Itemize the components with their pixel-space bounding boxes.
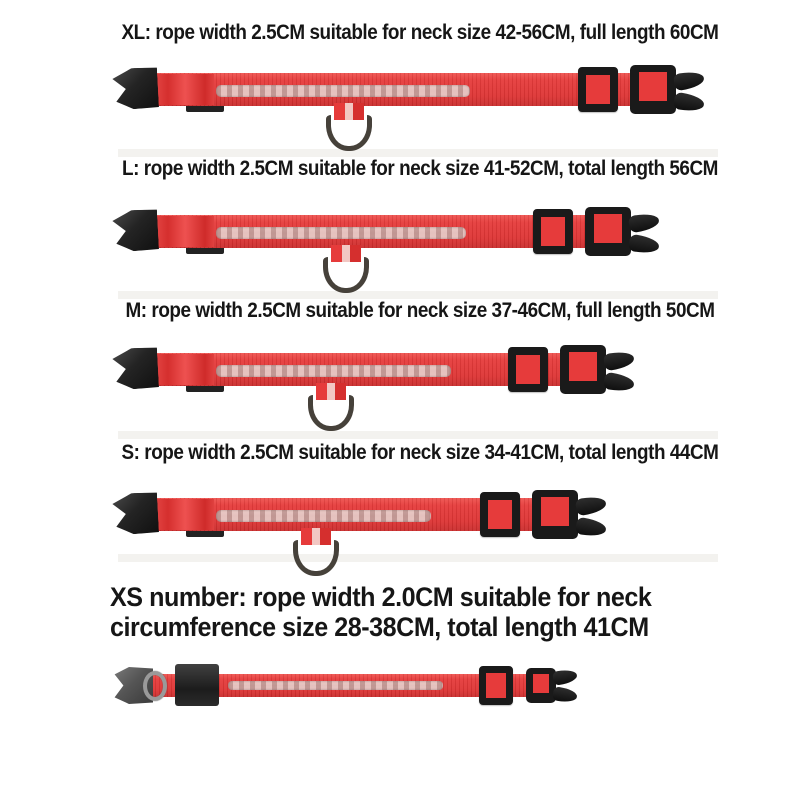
buckle-frame: [560, 345, 606, 394]
d-ring-loop: [308, 395, 354, 431]
tri-glide-adjuster: [479, 666, 513, 705]
tri-glide-adjuster: [578, 67, 618, 112]
buckle-prong: [628, 234, 660, 255]
d-ring: [293, 528, 339, 576]
d-ring: [308, 383, 354, 431]
led-stripe: [216, 365, 451, 377]
buckle-prong: [603, 350, 635, 371]
d-ring-loop: [293, 540, 339, 576]
buckle-frame: [585, 207, 631, 256]
d-ring: [326, 103, 372, 151]
size-label-xs-line1: XS number: rope width 2.0CM suitable for neck: [110, 582, 652, 612]
collar-photo-l: [112, 205, 657, 305]
buckle-socket: [111, 209, 159, 252]
buckle-frame: [532, 490, 578, 539]
buckle-prong: [552, 686, 578, 704]
buckle-frame: [526, 668, 556, 703]
led-stripe: [216, 85, 470, 97]
buckle-socket: [111, 67, 159, 110]
buckle-socket: [111, 492, 159, 535]
size-label-xl: XL: rope width 2.5CM suitable for neck size 42-56CM, full length 60CM: [121, 21, 719, 44]
buckle-prong: [603, 372, 635, 393]
size-label-s: S: rope width 2.5CM suitable for neck size 34-41CM, total length 44CM: [121, 441, 719, 464]
strap-slider: [175, 664, 219, 706]
buckle-socket: [111, 347, 159, 390]
led-stripe: [228, 681, 443, 690]
collar-photo-m: [112, 343, 632, 443]
size-label-xs: [110, 582, 724, 642]
led-stripe: [216, 510, 431, 522]
strap-fold: [150, 354, 214, 385]
buckle-prong: [552, 668, 578, 686]
size-label-xs-line2: circumference size 28-38CM, total length 41CM: [110, 612, 649, 642]
tri-glide-adjuster: [480, 492, 520, 537]
strap-fold: [150, 499, 214, 530]
size-label-m: M: rope width 2.5CM suitable for neck size 37-46CM, full length 50CM: [125, 299, 715, 322]
buckle-prong: [673, 70, 705, 91]
metal-o-ring: [143, 671, 167, 701]
strap-fold: [150, 216, 214, 247]
collar-photo-xl: [112, 63, 702, 163]
buckle-prong: [673, 92, 705, 113]
d-ring: [323, 245, 369, 293]
d-ring-loop: [326, 115, 372, 151]
d-ring-loop: [323, 257, 369, 293]
tri-glide-adjuster: [508, 347, 548, 392]
buckle-prong: [575, 517, 607, 538]
strap-fold: [150, 74, 214, 105]
led-stripe: [216, 227, 466, 239]
tri-glide-adjuster: [533, 209, 573, 254]
buckle-prong: [628, 212, 660, 233]
buckle-frame: [630, 65, 676, 114]
collar-photo-s: [112, 488, 604, 588]
size-label-l: L: rope width 2.5CM suitable for neck size 41-52CM, total length 56CM: [122, 157, 718, 180]
buckle-prong: [575, 495, 607, 516]
collar-photo-xs: [113, 664, 575, 714]
